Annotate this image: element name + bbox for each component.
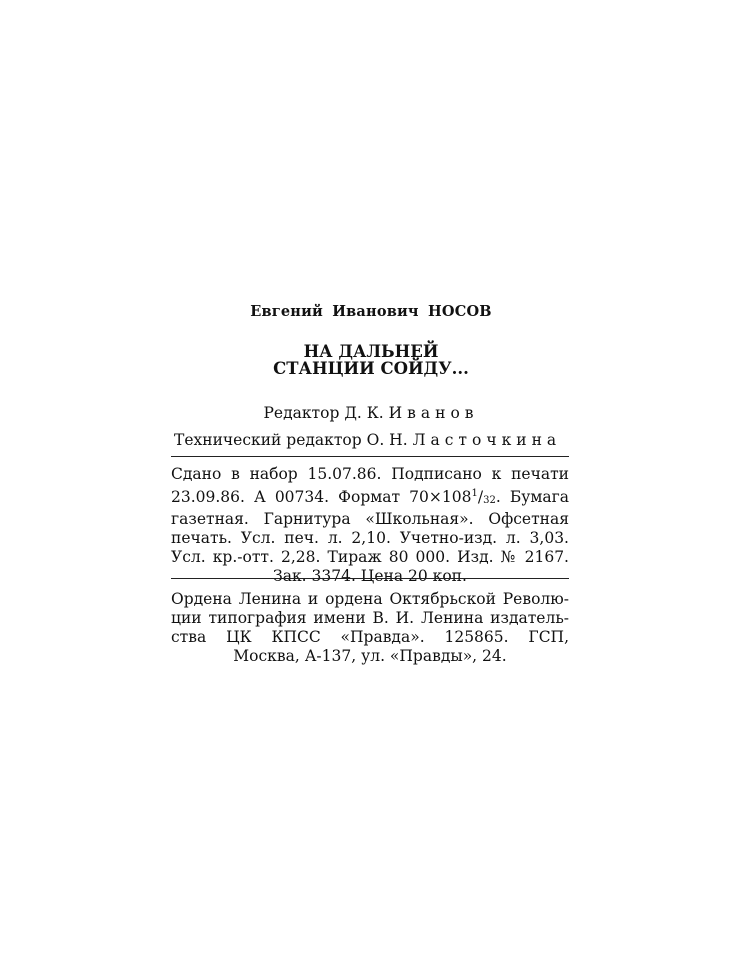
technical-editor-credit bbox=[174, 431, 570, 449]
book-title bbox=[0, 343, 742, 377]
imprint-line-2-format: 23.09.86. А 00734. Формат 70×108 bbox=[171, 488, 472, 506]
editor-credit bbox=[0, 404, 742, 422]
imprint-line-1: Сдано в набор 15.07.86. Подписано к печати bbox=[171, 465, 569, 483]
imprint-line-3: газетная. Гарнитура «Школьная». Офсетная bbox=[171, 510, 569, 528]
divider-top bbox=[171, 456, 569, 457]
printer-block bbox=[171, 590, 569, 666]
printer-line-4: Москва, А-137, ул. «Правды», 24. bbox=[233, 647, 507, 665]
printer-line-3: ства ЦК КПСС «Правда». 125865. ГСП, bbox=[171, 628, 569, 646]
book-title-line-1: НА ДАЛЬНЕЙ bbox=[303, 342, 439, 361]
format-fraction-numerator: 1 bbox=[471, 488, 478, 499]
imprint-line-5: Усл. кр.-отт. 2,28. Тираж 80 000. Изд. № 2167. bbox=[171, 548, 569, 566]
format-fraction-slash: / bbox=[477, 488, 484, 506]
imprint-line-2 bbox=[171, 484, 569, 510]
format-fraction-denominator: 32 bbox=[483, 495, 496, 506]
imprint-line-2-paper: . Бумага bbox=[495, 488, 569, 506]
divider-bottom bbox=[171, 578, 569, 579]
printer-line-2: ции типография имени В. И. Ленина издатель- bbox=[171, 609, 569, 627]
book-title-line-2: СТАНЦИИ СОЙДУ... bbox=[273, 359, 469, 378]
technical-editor-name: Ласточкина bbox=[412, 431, 562, 449]
imprint-line-4: печать. Усл. печ. л. 2,10. Учетно-изд. л. 3,03. bbox=[171, 529, 569, 547]
technical-editor-role: Технический редактор О. Н. bbox=[174, 431, 408, 449]
editor-role: Редактор Д. К. bbox=[263, 404, 384, 422]
author-name: Евгений Иванович НОСОВ bbox=[250, 303, 492, 320]
imprint-line-6: Зак. 3374. Цена 20 коп. bbox=[273, 567, 467, 585]
imprint-block bbox=[171, 465, 569, 586]
editor-name: Иванов bbox=[388, 404, 479, 422]
printer-line-1: Ордена Ленина и ордена Октябрьской Револю- bbox=[171, 590, 569, 608]
